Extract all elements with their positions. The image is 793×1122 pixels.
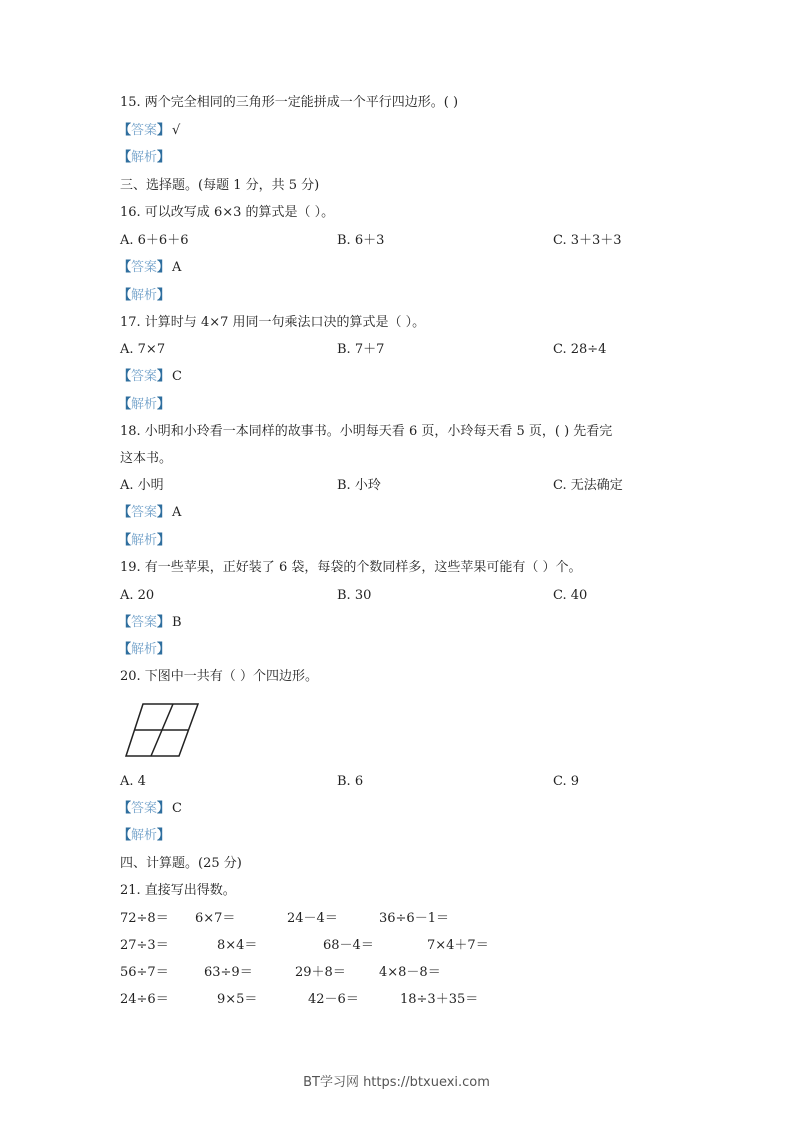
answer-tag-20 bbox=[118, 800, 182, 818]
option-c: C. 28÷4 bbox=[553, 342, 607, 357]
calc-item: 9×5＝ bbox=[217, 992, 258, 1007]
answer-label: 答案 bbox=[131, 615, 158, 630]
answer-label: 答案 bbox=[131, 505, 158, 520]
calc-item: 56÷7＝ bbox=[120, 965, 169, 980]
bracket-close: 】 bbox=[157, 369, 171, 384]
calc-item: 42－6＝ bbox=[308, 992, 359, 1007]
option-c: C. 40 bbox=[553, 588, 588, 603]
analysis-tag-19 bbox=[118, 641, 170, 659]
answer-value: C bbox=[172, 369, 182, 384]
bracket-open: 【 bbox=[118, 801, 132, 816]
calc-item: 24－4＝ bbox=[287, 911, 338, 926]
option-b: B. 6＋3 bbox=[337, 233, 385, 248]
bracket-open: 【 bbox=[118, 533, 132, 548]
question-20: 20. 下图中一共有（ ）个四边形。 bbox=[120, 669, 318, 684]
bracket-open: 【 bbox=[118, 150, 132, 165]
answer-value: C bbox=[172, 801, 182, 816]
answer-label: 答案 bbox=[131, 369, 158, 384]
bracket-close: 】 bbox=[157, 123, 171, 138]
bracket-open: 【 bbox=[118, 615, 132, 630]
analysis-tag-15 bbox=[118, 149, 170, 167]
question-15: 15. 两个完全相同的三角形一定能拼成一个平行四边形。( ) bbox=[120, 95, 459, 110]
option-a: A. 20 bbox=[120, 588, 155, 603]
analysis-label: 解析 bbox=[131, 397, 158, 412]
calc-item: 4×8－8＝ bbox=[379, 965, 441, 980]
calc-item: 24÷6＝ bbox=[120, 992, 169, 1007]
bracket-close: 】 bbox=[157, 260, 171, 275]
analysis-label: 解析 bbox=[131, 828, 158, 843]
calc-item: 27÷3＝ bbox=[120, 938, 169, 953]
section-4-title: 四、计算题。(25 分) bbox=[120, 856, 242, 871]
analysis-tag-16 bbox=[118, 287, 170, 305]
bracket-close: 】 bbox=[157, 615, 171, 630]
calc-item: 72÷8＝ bbox=[120, 911, 169, 926]
bracket-close: 】 bbox=[157, 642, 171, 657]
analysis-label: 解析 bbox=[131, 288, 158, 303]
bracket-open: 【 bbox=[118, 369, 132, 384]
analysis-label: 解析 bbox=[131, 533, 158, 548]
calc-item: 29＋8＝ bbox=[295, 965, 346, 980]
option-a: A. 小明 bbox=[120, 478, 164, 493]
option-c: C. 9 bbox=[553, 774, 580, 789]
bracket-open: 【 bbox=[118, 260, 132, 275]
answer-value: A bbox=[172, 505, 182, 520]
analysis-tag-20 bbox=[118, 827, 170, 845]
bracket-close: 】 bbox=[157, 397, 171, 412]
option-b: B. 7＋7 bbox=[337, 342, 385, 357]
calc-item: 18÷3＋35＝ bbox=[400, 992, 479, 1007]
bracket-close: 】 bbox=[157, 150, 171, 165]
analysis-tag-17 bbox=[118, 396, 170, 414]
bracket-open: 【 bbox=[118, 288, 132, 303]
bracket-close: 】 bbox=[157, 533, 171, 548]
option-a: A. 6＋6＋6 bbox=[120, 233, 189, 248]
footer-watermark: BT学习网 https://btxuexi.com bbox=[303, 1075, 490, 1090]
bracket-close: 】 bbox=[157, 288, 171, 303]
calc-item: 36÷6－1＝ bbox=[379, 911, 449, 926]
bracket-open: 【 bbox=[118, 505, 132, 520]
bracket-close: 】 bbox=[157, 801, 171, 816]
question-16: 16. 可以改写成 6×3 的算式是（ ）。 bbox=[120, 205, 335, 220]
bracket-open: 【 bbox=[118, 123, 132, 138]
bracket-close: 】 bbox=[157, 828, 171, 843]
answer-tag-16 bbox=[118, 259, 181, 277]
answer-label: 答案 bbox=[131, 260, 158, 275]
analysis-label: 解析 bbox=[131, 642, 158, 657]
answer-tag-19 bbox=[118, 614, 182, 632]
answer-tag-17 bbox=[118, 368, 182, 386]
option-b: B. 6 bbox=[337, 774, 364, 789]
option-b: B. 小玲 bbox=[337, 478, 381, 493]
question-21: 21. 直接写出得数。 bbox=[120, 883, 236, 898]
answer-label: 答案 bbox=[131, 123, 158, 138]
answer-value: B bbox=[172, 615, 182, 630]
answer-value: A bbox=[172, 260, 182, 275]
bracket-open: 【 bbox=[118, 397, 132, 412]
calc-item: 8×4＝ bbox=[217, 938, 258, 953]
parallelogram-figure bbox=[122, 700, 204, 762]
section-3-title: 三、选择题。(每题 1 分，共 5 分) bbox=[120, 178, 320, 193]
option-b: B. 30 bbox=[337, 588, 372, 603]
answer-value: √ bbox=[172, 123, 181, 138]
question-19: 19. 有一些苹果，正好装了 6 袋，每袋的个数同样多，这些苹果可能有（ ）个。 bbox=[120, 560, 582, 575]
question-17: 17. 计算时与 4×7 用同一句乘法口决的算式是（ ）。 bbox=[120, 315, 426, 330]
option-c: C. 无法确定 bbox=[553, 478, 623, 493]
option-a: A. 7×7 bbox=[120, 342, 166, 357]
question-18-line-2: 这本书。 bbox=[120, 451, 173, 466]
analysis-tag-18 bbox=[118, 532, 170, 550]
answer-label: 答案 bbox=[131, 801, 158, 816]
option-c: C. 3＋3＋3 bbox=[553, 233, 622, 248]
option-a: A. 4 bbox=[120, 774, 146, 789]
bracket-open: 【 bbox=[118, 828, 132, 843]
calc-item: 68－4＝ bbox=[323, 938, 374, 953]
calc-item: 63÷9＝ bbox=[204, 965, 253, 980]
calc-item: 7×4＋7＝ bbox=[427, 938, 489, 953]
bracket-open: 【 bbox=[118, 642, 132, 657]
answer-tag-18 bbox=[118, 504, 181, 522]
calc-item: 6×7＝ bbox=[195, 911, 236, 926]
bracket-close: 】 bbox=[157, 505, 171, 520]
answer-tag-15 bbox=[118, 122, 180, 140]
question-18-line-1: 18. 小明和小玲看一本同样的故事书。小明每天看 6 页，小玲每天看 5 页，( ) 先看完 bbox=[120, 424, 613, 439]
analysis-label: 解析 bbox=[131, 150, 158, 165]
